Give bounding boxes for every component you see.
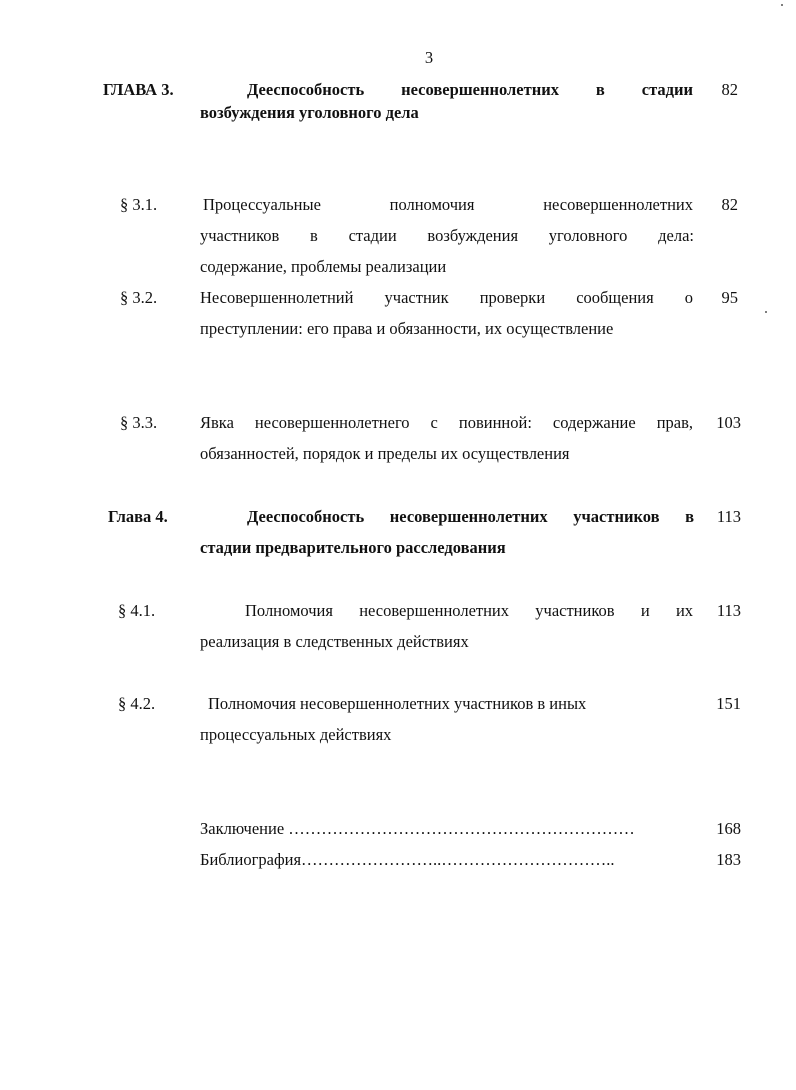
scan-speck bbox=[781, 4, 783, 6]
section-title-line-2: процессуальных действиях bbox=[200, 725, 392, 744]
page-ref: 95 bbox=[721, 288, 738, 307]
chapter-label: Глава 4. bbox=[108, 507, 168, 526]
chapter-title-line-2: стадии предварительного расследования bbox=[200, 538, 506, 557]
bibliography-label: Библиография……………………..………………………….. bbox=[200, 850, 615, 869]
conclusion-label: Заключение ……………………………………………………… bbox=[200, 819, 635, 838]
section-title-line-2: обязанностей, порядок и пределы их осуществления bbox=[200, 444, 570, 463]
page-ref: 113 bbox=[716, 601, 741, 620]
section-label: § 4.2. bbox=[118, 694, 156, 713]
page-ref: 82 bbox=[721, 195, 738, 214]
section-title-line-2: реализация в следственных действиях bbox=[200, 632, 469, 651]
page-number: 3 bbox=[424, 48, 434, 67]
section-title-line-1: Полномочия несовершеннолетних участников и их bbox=[245, 601, 694, 620]
section-label: § 4.1. bbox=[118, 601, 156, 620]
section-title-line-1: Полномочия несовершеннолетних участников в иных bbox=[208, 694, 587, 713]
page-ref: 151 bbox=[716, 694, 741, 713]
section-title-line-2: преступлении: его права и обязанности, их осуществление bbox=[200, 319, 614, 338]
page-ref: 183 bbox=[716, 850, 741, 869]
section-title-line-3: содержание, проблемы реализации bbox=[200, 257, 447, 276]
section-title-line-2: участников в стадии возбуждения уголовного дела: bbox=[200, 226, 694, 245]
section-label: § 3.2. bbox=[120, 288, 158, 307]
page-ref: 168 bbox=[716, 819, 741, 838]
page-ref: 82 bbox=[721, 80, 738, 99]
chapter-title-line-2: возбуждения уголовного дела bbox=[200, 103, 419, 122]
scan-speck bbox=[765, 311, 767, 313]
chapter-label: ГЛАВА 3. bbox=[103, 80, 174, 99]
chapter-title-line-1: Дееспособность несовершеннолетних участников в bbox=[247, 507, 695, 526]
section-title-line-1: Несовершеннолетний участник проверки сообщения о bbox=[200, 288, 694, 307]
page-ref: 103 bbox=[716, 413, 741, 432]
chapter-title-line-1: Дееспособность несовершеннолетних в стадии bbox=[247, 80, 694, 99]
section-title-line-1: Явка несовершеннолетнего с повинной: содержание прав, bbox=[200, 413, 694, 432]
section-label: § 3.3. bbox=[120, 413, 158, 432]
page-ref: 113 bbox=[716, 507, 741, 526]
section-title-line-1: Процессуальные полномочия несовершеннолетних bbox=[203, 195, 693, 214]
section-label: § 3.1. bbox=[120, 195, 158, 214]
